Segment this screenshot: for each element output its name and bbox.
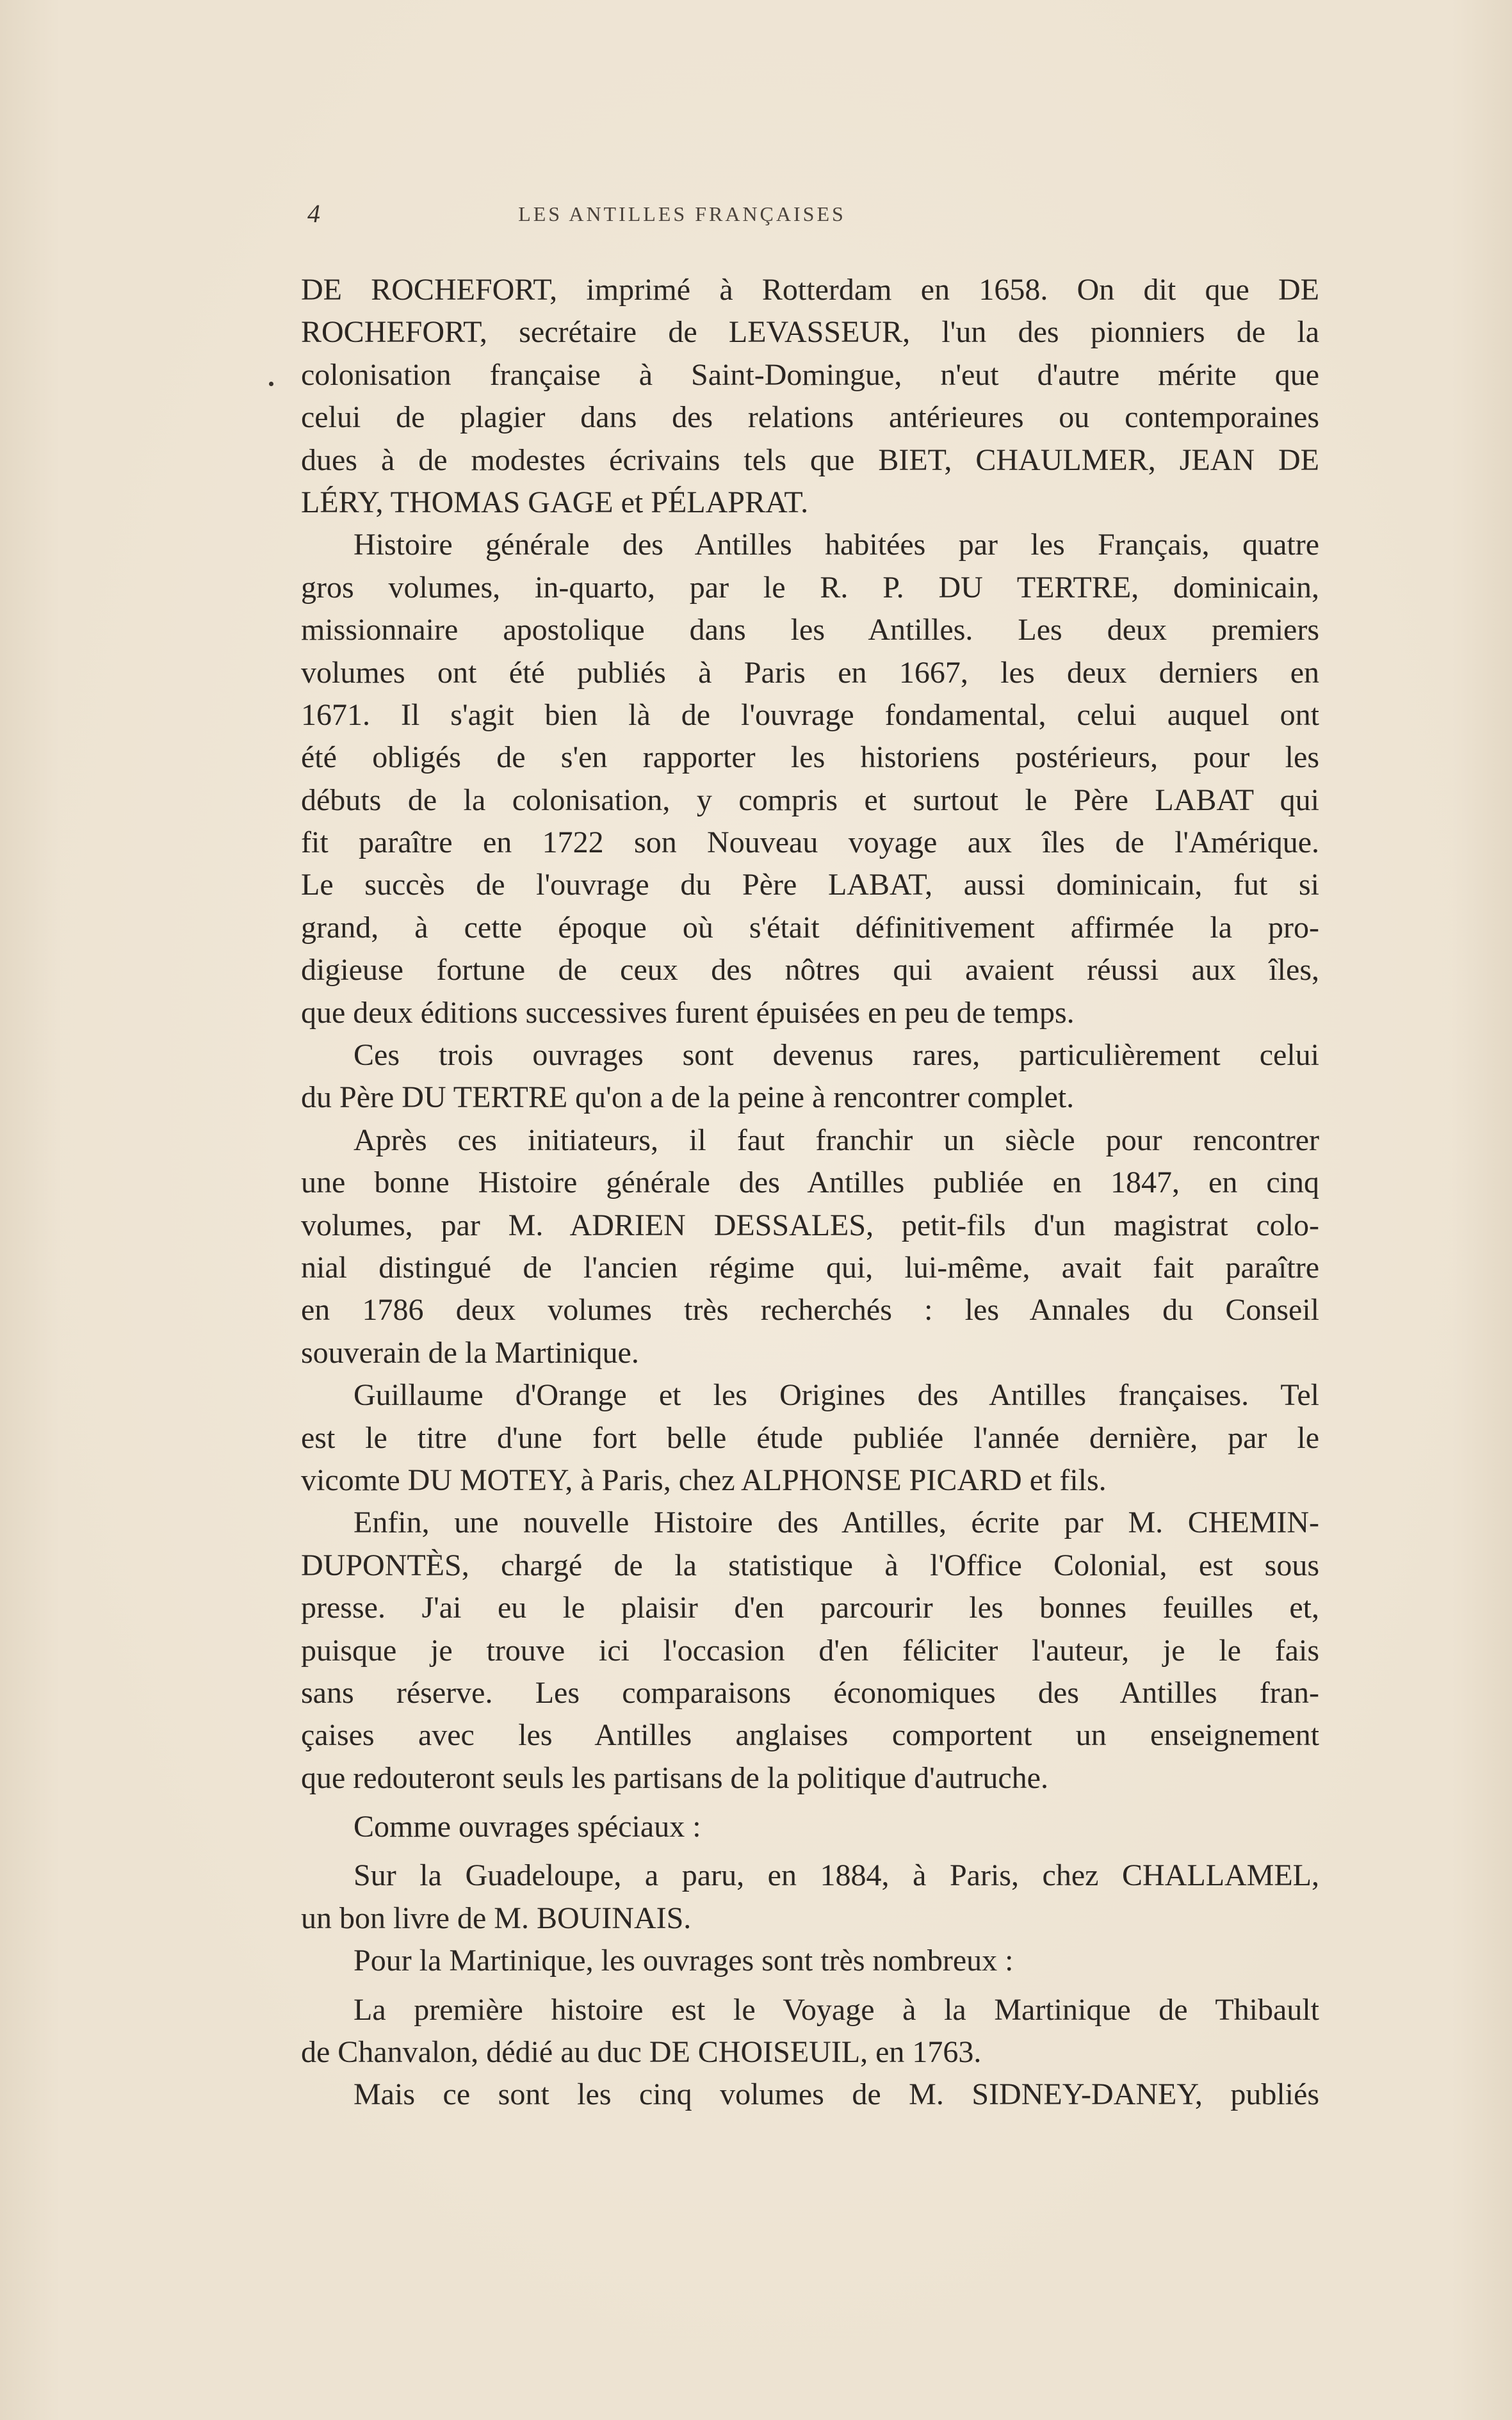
text-line: sans réserve. Les comparaisons économiques des Antilles fran-: [301, 1675, 1319, 1710]
text-line: Sur la Guadeloupe, a paru, en 1884, à Paris, chez CHALLAMEL,: [354, 1858, 1319, 1893]
page-header: [301, 199, 1063, 231]
text-line: un bon livre de M. BOUINAIS.: [301, 1901, 692, 1935]
text-line: été obligés de s'en rapporter les historiens postérieurs, pour les: [301, 740, 1319, 775]
text-line: çaises avec les Antilles anglaises comportent un enseignement: [301, 1718, 1319, 1753]
text-line: puisque je trouve ici l'occasion d'en féliciter l'auteur, je le fais: [301, 1633, 1319, 1668]
text-line: en 1786 deux volumes très recherchés : les Annales du Conseil: [301, 1293, 1319, 1328]
text-line: débuts de la colonisation, y compris et surtout le Père LABAT qui: [301, 783, 1319, 817]
text-line: volumes ont été publiés à Paris en 1667, les deux derniers en: [301, 655, 1319, 690]
text-line: LÉRY, THOMAS GAGE et PÉLAPRAT.: [301, 485, 809, 519]
text-line: Histoire générale des Antilles habitées par les Français, quatre: [354, 528, 1319, 562]
text-line: missionnaire apostolique dans les Antilles. Les deux premiers: [301, 613, 1319, 647]
text-line: est le titre d'une fort belle étude publiée l'année dernière, par le: [301, 1420, 1319, 1455]
text-line: presse. J'ai eu le plaisir d'en parcourir les bonnes feuilles et,: [301, 1591, 1319, 1625]
text-line: souverain de la Martinique.: [301, 1335, 639, 1370]
text-line: digieuse fortune de ceux des nôtres qui avaient réussi aux îles,: [301, 953, 1319, 987]
text-line: Pour la Martinique, les ouvrages sont très nombreux :: [354, 1944, 1014, 1978]
text-line: que redouteront seuls les partisans de la politique d'autruche.: [301, 1760, 1048, 1795]
text-line: Comme ouvrages spéciaux :: [354, 1810, 701, 1844]
body-text: [301, 269, 1319, 2116]
running-head: LES ANTILLES FRANÇAISES: [518, 202, 846, 225]
text-line: Le succès de l'ouvrage du Père LABAT, aussi dominicain, fut si: [301, 868, 1319, 902]
text-line: 1671. Il s'agit bien là de l'ouvrage fondamental, celui auquel ont: [301, 697, 1319, 732]
text-line: Après ces initiateurs, il faut franchir un siècle pour rencontrer: [354, 1123, 1319, 1157]
text-line: DE ROCHEFORT, imprimé à Rotterdam en 1658. On dit que DE: [301, 273, 1319, 307]
text-line: gros volumes, in-quarto, par le R. P. DU TERTRE, dominicain,: [301, 570, 1319, 605]
text-line: celui de plagier dans des relations antérieures ou contemporaines: [301, 400, 1319, 435]
text-line: Ces trois ouvrages sont devenus rares, particulièrement celui: [354, 1038, 1319, 1073]
text-line: fit paraître en 1722 son Nouveau voyage aux îles de l'Amérique.: [301, 825, 1319, 860]
page-number: 4: [307, 199, 320, 228]
text-line: colonisation française à Saint-Domingue, n'eut d'autre mérite que: [301, 357, 1319, 392]
text-line: Mais ce sont les cinq volumes de M. SIDNEY-DANEY, publiés: [354, 2077, 1319, 2112]
margin-mark: [269, 382, 273, 386]
text-line: que deux éditions successives furent épuisées en peu de temps.: [301, 995, 1075, 1030]
text-line: nial distingué de l'ancien régime qui, lui-même, avait fait paraître: [301, 1250, 1319, 1285]
text-line: ROCHEFORT, secrétaire de LEVASSEUR, l'un des pionniers de la: [301, 315, 1319, 350]
text-line: de Chanvalon, dédié au duc DE CHOISEUIL, en 1763.: [301, 2035, 982, 2070]
text-line: du Père DU TERTRE qu'on a de la peine à rencontrer complet.: [301, 1080, 1075, 1115]
text-line: dues à de modestes écrivains tels que BIET, CHAULMER, JEAN DE: [301, 443, 1319, 477]
text-line: grand, à cette époque où s'était définitivement affirmée la pro-: [301, 910, 1319, 945]
text-line: volumes, par M. ADRIEN DESSALES, petit-fils d'un magistrat colo-: [301, 1208, 1319, 1242]
text-line: La première histoire est le Voyage à la Martinique de Thibault: [354, 1992, 1319, 2027]
text-line: vicomte DU MOTEY, à Paris, chez ALPHONSE PICARD et fils.: [301, 1463, 1107, 1497]
text-line: une bonne Histoire générale des Antilles publiée en 1847, en cinq: [301, 1165, 1319, 1200]
text-line: DUPONTÈS, chargé de la statistique à l'Office Colonial, est sous: [301, 1548, 1319, 1582]
text-line: Guillaume d'Orange et les Origines des Antilles françaises. Tel: [354, 1378, 1319, 1413]
text-line: Enfin, une nouvelle Histoire des Antilles, écrite par M. CHEMIN-: [354, 1506, 1319, 1540]
